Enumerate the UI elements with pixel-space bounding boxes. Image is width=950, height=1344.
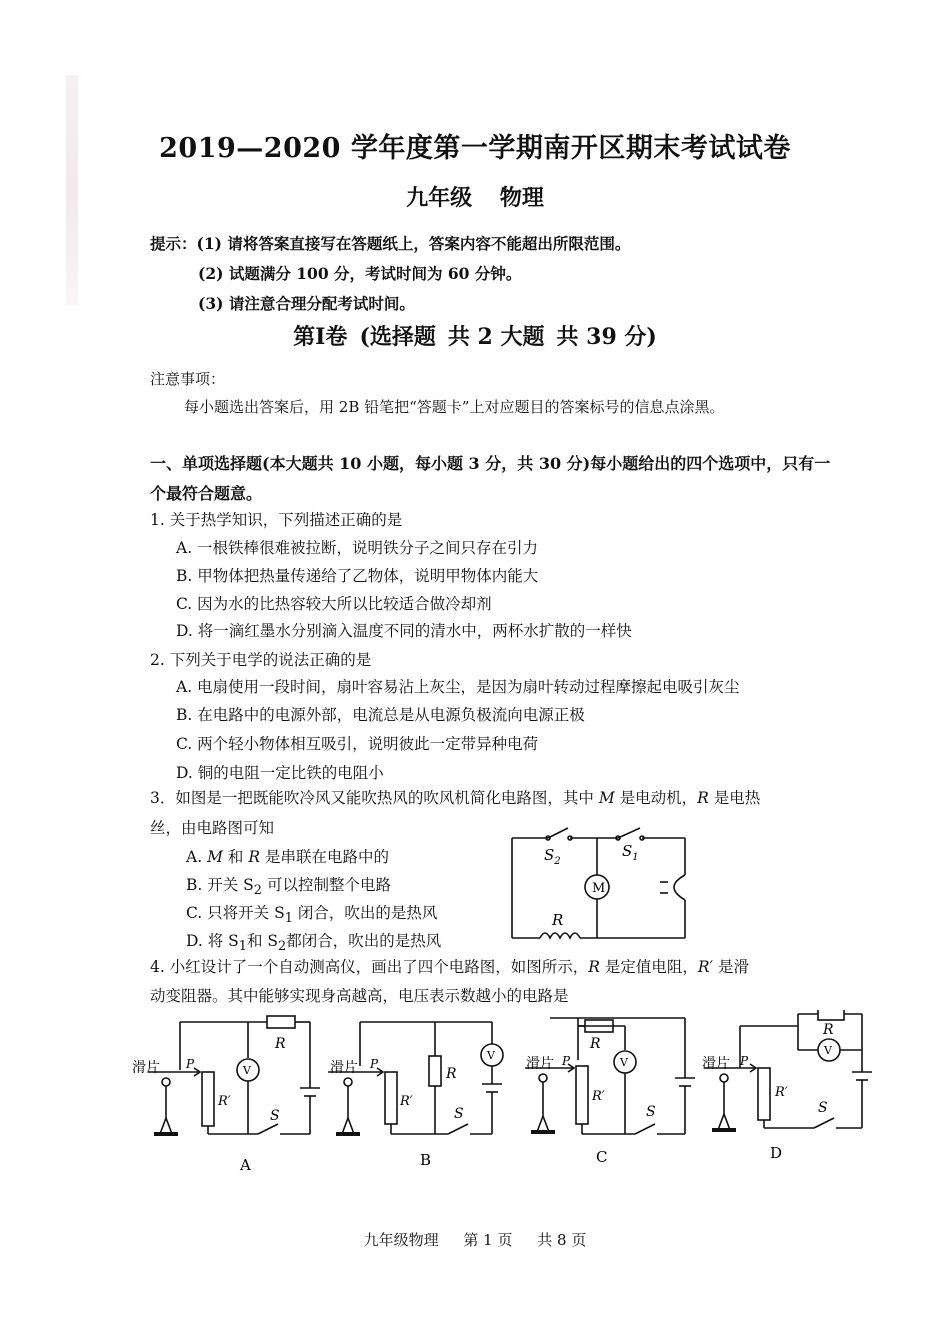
label-v: V [487, 1049, 495, 1062]
label-r: R [446, 1066, 457, 1082]
part-heading [0, 320, 950, 351]
q2-option-d: D. 铜的电阻一定比铁的电阻小 [176, 764, 384, 782]
grade-label: 九年级 [406, 185, 473, 211]
label-s: S [646, 1104, 656, 1120]
q3-option-b [186, 873, 391, 898]
switch-b [448, 1124, 468, 1134]
question-4-stem [150, 955, 749, 977]
part-vol: 第Ⅰ卷 [293, 324, 348, 350]
tip-item: (2) 试题满分 100 分，考试时间为 60 分钟。 [198, 264, 522, 283]
switch-d [814, 1118, 834, 1128]
switch-a [258, 1124, 278, 1134]
plug-icon [674, 875, 685, 900]
opt-text: 都闭合，吹出的是热风 [286, 932, 442, 950]
question-3-stem [150, 786, 760, 808]
opt-var: R [248, 848, 260, 866]
footer-page: 第 1 页 [463, 1231, 513, 1249]
part-type: (选择题 [359, 324, 436, 350]
q1-option-a: A. 一根铁棒很难被拉断，说明铁分子之间只存在引力 [176, 539, 539, 557]
resistor-r-a [267, 1016, 295, 1028]
opt-text: 闭合，吹出的是热风 [297, 904, 438, 922]
q4-text: 4. 小红设计了一个自动测高仪，画出了四个电路图，如图所示， [150, 958, 589, 976]
figure-label-b: B [420, 1151, 432, 1169]
q3-option-c [186, 901, 437, 926]
label-rp: R′ [218, 1094, 231, 1109]
q3-option-d [186, 929, 441, 954]
opt-sub: 1 [284, 911, 293, 927]
resistor-r-b [429, 1056, 441, 1086]
question-2-stem: 2. 下列关于电学的说法正确的是 [150, 651, 372, 669]
exam-title: 2019—2020 学年度第一学期南开区期末考试试卷 [159, 133, 791, 164]
footer-total: 共 8 页 [537, 1231, 587, 1249]
section-heading: 一、单项选择题(本大题共 10 小题，每小题 3 分，共 30 分)每小题给出的四个选项中，只有一个最符合题意。 [150, 454, 831, 503]
label-slider: 滑片 [526, 1056, 554, 1072]
opt-sub: 2 [278, 939, 287, 955]
subject-label: 物理 [499, 185, 544, 211]
q3-text: 3．如图是一把既能吹冷风又能吹热风的吹风机简化电路图，其中 [150, 789, 594, 807]
label-rp: R′ [400, 1094, 413, 1109]
q3-text: 是电动机， [619, 789, 698, 807]
opt-var: M [207, 848, 223, 866]
label-slider: 滑片 [132, 1060, 160, 1076]
figure-label-a: A [240, 1156, 251, 1174]
label-r: R [823, 1022, 834, 1038]
figure-label-c: C [596, 1148, 608, 1166]
label-p: P [562, 1054, 571, 1068]
label-slider: 滑片 [330, 1060, 358, 1076]
svg-text:S2: $S_2$ [544, 846, 561, 867]
rheostat-c [576, 1066, 588, 1124]
motor-label: M [592, 881, 606, 896]
q4-var: R′ [697, 958, 714, 976]
question-1-stem: 1. 关于热学知识，下列描述正确的是 [150, 511, 403, 529]
label-r: R [590, 1036, 601, 1052]
opt-text: 和 S [247, 932, 279, 950]
opt-text: D. 将 S [186, 932, 239, 950]
label-p: P [370, 1057, 379, 1071]
label-v: V [620, 1056, 628, 1069]
heater-coil [540, 933, 580, 938]
notice-text: 每小题选出答案后，用 2B 铅笔把“答题卡”上对应题目的答案标号的信息点涂黑。 [184, 398, 725, 416]
q2-option-b: B. 在电路中的电源外部，电流总是从电源负极流向电源正极 [176, 706, 585, 724]
page-footer [0, 1229, 950, 1250]
q3-var-r: R [697, 789, 709, 807]
q4-text: 是定值电阻， [604, 958, 698, 976]
figure-label-d: D [770, 1144, 783, 1162]
exam-subtitle [0, 181, 950, 212]
question-4-stem-2: 动变阻器。其中能够实现身高越高，电压表示数越小的电路是 [150, 987, 569, 1005]
rheostat-a [202, 1072, 214, 1126]
label-v: V [243, 1064, 251, 1077]
rheostat-d [758, 1068, 770, 1120]
label-p: P [186, 1057, 195, 1071]
tips-label: 提示： [150, 234, 197, 253]
opt-text: 可以控制整个电路 [266, 876, 391, 894]
q3-option-a [186, 845, 389, 867]
opt-text: A. [186, 848, 203, 866]
svg-text:S1: $S_1$ [622, 842, 639, 863]
label-r: R [275, 1036, 286, 1052]
q3-var-m: M [598, 789, 615, 807]
part-score: 共 39 分) [556, 324, 657, 350]
label-s: S [454, 1106, 464, 1122]
label-rp: R′ [592, 1089, 605, 1104]
q1-option-c: C. 因为水的比热容较大所以比较适合做冷却剂 [176, 595, 492, 613]
heater-label: R [552, 911, 564, 929]
q4-circuits [130, 1010, 890, 1180]
switch-s1 [618, 828, 640, 838]
q2-option-a: A. 电扇使用一段时间，扇叶容易沾上灰尘，是因为扇叶转动过程摩擦起电吸引灰尘 [176, 678, 740, 696]
hair-dryer-circuit [500, 820, 700, 950]
tip-item: (1) 请将答案直接写在答题纸上，答案内容不能超出所限范围。 [196, 234, 631, 253]
switch-c [635, 1124, 655, 1134]
question-3-stem-2: 丝，由电路图可知 [150, 819, 275, 837]
tips-block [150, 229, 630, 319]
q4-text: 是滑 [717, 958, 749, 976]
label-slider: 滑片 [702, 1056, 730, 1072]
switch-s2 [548, 828, 568, 838]
label-rp: R′ [775, 1085, 788, 1100]
label-s: S [270, 1108, 280, 1124]
q4-var: R [588, 958, 600, 976]
opt-text: 和 [227, 848, 244, 866]
rheostat-b [385, 1072, 397, 1124]
tip-item: (3) 请注意合理分配考试时间。 [198, 294, 415, 313]
opt-sub: 1 [238, 939, 247, 955]
q3-text: 是电热 [713, 789, 761, 807]
label-v: V [824, 1044, 832, 1057]
opt-text: C. 只将开关 S [186, 904, 285, 922]
label-p: P [740, 1054, 749, 1068]
q1-option-d: D. 将一滴红墨水分别滴入温度不同的清水中，两杯水扩散的一样快 [176, 622, 632, 640]
opt-text: B. 开关 S [186, 876, 254, 894]
q2-option-c: C. 两个轻小物体相互吸引，说明彼此一定带异种电荷 [176, 735, 539, 753]
footer-course: 九年级物理 [363, 1231, 439, 1249]
resistor-r-d [818, 1010, 844, 1020]
label-s: S [818, 1100, 828, 1116]
opt-text: 是串联在电路中的 [264, 848, 389, 866]
part-groups: 共 2 大题 [447, 324, 545, 350]
opt-sub: 2 [253, 883, 263, 899]
q1-option-b: B. 甲物体把热量传递给了乙物体，说明甲物体内能大 [176, 567, 539, 585]
notice-heading: 注意事项： [150, 370, 226, 388]
